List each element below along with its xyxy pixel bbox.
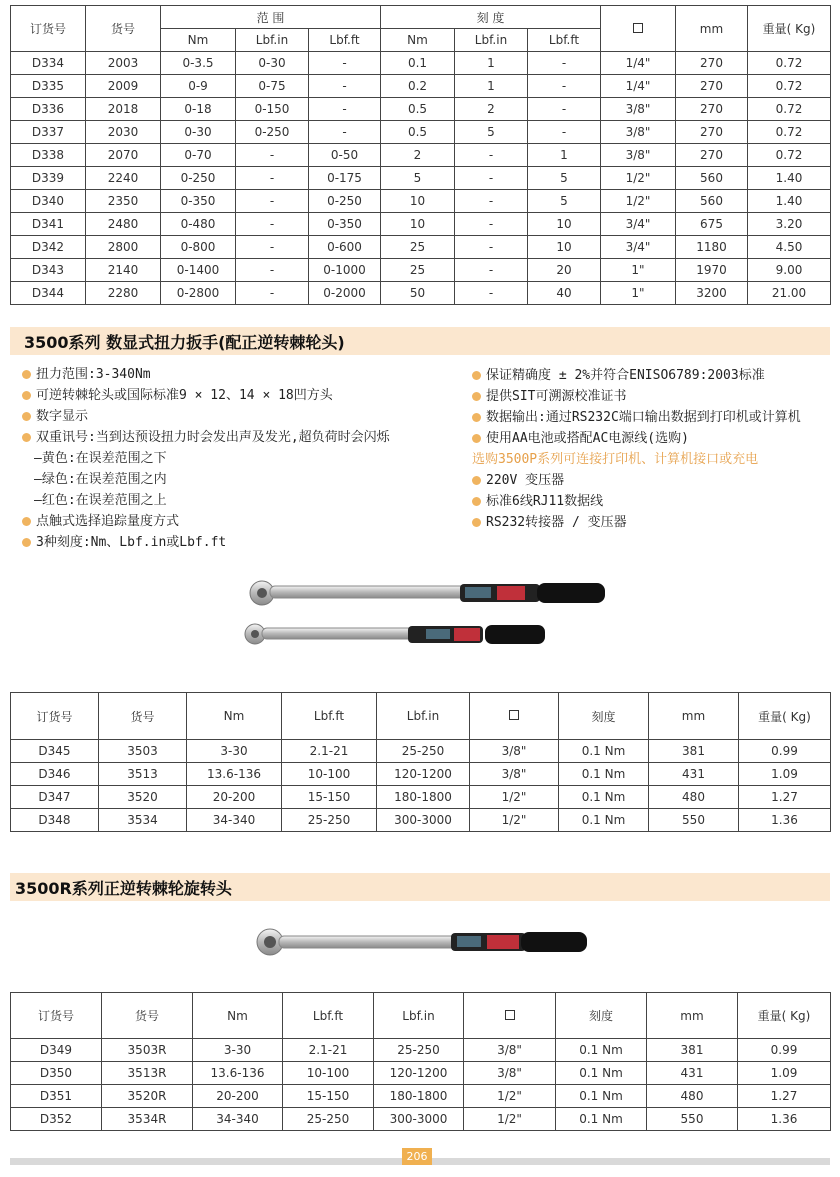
- table-cell: -: [236, 167, 309, 190]
- table-cell: -: [455, 213, 528, 236]
- column-header: Nm: [193, 993, 283, 1039]
- table-cell: 0-350: [161, 190, 236, 213]
- header-item-no: 货号: [86, 6, 161, 52]
- table-cell: -: [236, 259, 309, 282]
- subheader-cell: Lbf.in: [455, 29, 528, 52]
- table-cell: 1.40: [748, 167, 831, 190]
- table-cell: 0.72: [748, 98, 831, 121]
- table-cell: 3/8": [601, 121, 676, 144]
- table-cell: D338: [11, 144, 86, 167]
- table-cell: 4.50: [748, 236, 831, 259]
- table-cell: 2280: [86, 282, 161, 305]
- table-cell: 0-175: [309, 167, 381, 190]
- table-cell: 2240: [86, 167, 161, 190]
- table-cell: 10: [381, 213, 455, 236]
- table-cell: 0-30: [236, 52, 309, 75]
- table-cell: 0.72: [748, 52, 831, 75]
- table-cell: 3-30: [193, 1039, 283, 1062]
- table-cell: 3-30: [187, 740, 282, 763]
- table-cell: 0.99: [739, 740, 831, 763]
- table-cell: D342: [11, 236, 86, 259]
- table-cell: 3/4": [601, 236, 676, 259]
- table-row: [11, 75, 831, 98]
- column-header: Lbf.in: [374, 993, 464, 1039]
- table-cell: 0-18: [161, 98, 236, 121]
- table-cell: 0-150: [236, 98, 309, 121]
- table-cell: 1.27: [739, 786, 831, 809]
- table-cell: 1/2": [601, 167, 676, 190]
- table-cell: 270: [676, 75, 748, 98]
- table-cell: 5: [381, 167, 455, 190]
- table-cell: 3520: [99, 786, 187, 809]
- table-cell: 270: [676, 144, 748, 167]
- table-cell: 0.1 Nm: [559, 763, 649, 786]
- table-cell: 3513: [99, 763, 187, 786]
- table-cell: 0.2: [381, 75, 455, 98]
- table-cell: -: [455, 282, 528, 305]
- table-cell: 480: [647, 1085, 738, 1108]
- table-cell: 0.1 Nm: [559, 809, 649, 832]
- table-cell: 0.1: [381, 52, 455, 75]
- table-cell: 2140: [86, 259, 161, 282]
- table-row: [11, 259, 831, 282]
- torque-wrench-spec-table: [10, 5, 831, 305]
- bullet-item: 220V 变压器: [472, 470, 801, 491]
- table-cell: 34-340: [187, 809, 282, 832]
- table-cell: 0-9: [161, 75, 236, 98]
- table-cell: 2: [455, 98, 528, 121]
- table-row: [11, 190, 831, 213]
- table-cell: 1.40: [748, 190, 831, 213]
- table-cell: 180-1800: [377, 786, 470, 809]
- table-cell: 0.99: [738, 1039, 831, 1062]
- table-cell: 1/2": [601, 190, 676, 213]
- column-header: Lbf.ft: [283, 993, 374, 1039]
- table-row: [11, 809, 831, 832]
- section-title: 3500R系列正逆转棘轮旋转头: [15, 879, 232, 898]
- column-header: mm: [649, 693, 739, 740]
- table-cell: D343: [11, 259, 86, 282]
- table-cell: 1970: [676, 259, 748, 282]
- table-cell: -: [309, 52, 381, 75]
- table-cell: 0-350: [309, 213, 381, 236]
- table-cell: 2003: [86, 52, 161, 75]
- table-cell: 3200: [676, 282, 748, 305]
- table-cell: -: [236, 144, 309, 167]
- table-cell: 5: [455, 121, 528, 144]
- table-cell: 560: [676, 190, 748, 213]
- table-cell: 3/8": [470, 740, 559, 763]
- table-cell: -: [455, 190, 528, 213]
- table-cell: 13.6-136: [187, 763, 282, 786]
- bullet-item: 数字显示: [22, 406, 390, 427]
- table-cell: D336: [11, 98, 86, 121]
- header-mm: mm: [676, 6, 748, 52]
- table-cell: 2018: [86, 98, 161, 121]
- table-cell: 3/8": [601, 144, 676, 167]
- table-cell: 381: [649, 740, 739, 763]
- table-cell: D340: [11, 190, 86, 213]
- table-cell: 0-250: [309, 190, 381, 213]
- table-row: [11, 282, 831, 305]
- table-cell: 300-3000: [374, 1108, 464, 1131]
- table-cell: 20-200: [187, 786, 282, 809]
- ratchet-head-wrench-image: [253, 925, 593, 959]
- table-cell: 0-1000: [309, 259, 381, 282]
- table-cell: 25-250: [377, 740, 470, 763]
- table-row: [11, 236, 831, 259]
- table-cell: -: [528, 121, 601, 144]
- table-cell: 1.36: [738, 1108, 831, 1131]
- square-drive-icon: [633, 23, 643, 33]
- page-number: 206: [402, 1148, 432, 1165]
- table-cell: 5: [528, 190, 601, 213]
- table-cell: 2070: [86, 144, 161, 167]
- section-title: 3500系列 数显式扭力扳手(配正逆转棘轮头): [24, 333, 345, 352]
- table-cell: -: [236, 213, 309, 236]
- table-cell: 25-250: [374, 1039, 464, 1062]
- table-cell: 0-1400: [161, 259, 236, 282]
- table-cell: 3/8": [464, 1039, 556, 1062]
- table-cell: D346: [11, 763, 99, 786]
- table-cell: 270: [676, 121, 748, 144]
- table-cell: 270: [676, 98, 748, 121]
- table-row: [11, 1039, 831, 1062]
- table-cell: 0-480: [161, 213, 236, 236]
- table-cell: 1.09: [739, 763, 831, 786]
- table-row: [11, 167, 831, 190]
- table-cell: 9.00: [748, 259, 831, 282]
- table-cell: 40: [528, 282, 601, 305]
- 3500-series-spec-table: [10, 692, 831, 832]
- table-cell: 10: [528, 236, 601, 259]
- table-cell: 1/4": [601, 52, 676, 75]
- feature-list-right: [472, 365, 801, 533]
- table-cell: 300-3000: [377, 809, 470, 832]
- table-cell: -: [309, 75, 381, 98]
- column-header: Nm: [187, 693, 282, 740]
- column-header: mm: [647, 993, 738, 1039]
- table-cell: 25-250: [283, 1108, 374, 1131]
- table-cell: 120-1200: [374, 1062, 464, 1085]
- table-cell: 15-150: [282, 786, 377, 809]
- table-cell: 10-100: [282, 763, 377, 786]
- column-header: 重量( Kg): [738, 993, 831, 1039]
- table-row: [11, 98, 831, 121]
- table-cell: 1/2": [464, 1085, 556, 1108]
- table-cell: -: [236, 190, 309, 213]
- table-cell: 3/8": [464, 1062, 556, 1085]
- table-cell: D347: [11, 786, 99, 809]
- table-cell: 0-70: [161, 144, 236, 167]
- table-row: [11, 1085, 831, 1108]
- table-cell: 0-2800: [161, 282, 236, 305]
- optional-note: 选购3500P系列可连接打印机、计算机接口或充电: [472, 452, 759, 467]
- table-cell: 0-600: [309, 236, 381, 259]
- bullet-item: 双重讯号:当到达预设扭力时会发出声及发光,超负荷时会闪烁: [22, 427, 390, 448]
- table-cell: -: [236, 236, 309, 259]
- table-cell: 1: [528, 144, 601, 167]
- table-cell: D341: [11, 213, 86, 236]
- table-cell: 550: [647, 1108, 738, 1131]
- table-cell: D337: [11, 121, 86, 144]
- column-header: Lbf.ft: [282, 693, 377, 740]
- table-cell: D344: [11, 282, 86, 305]
- subheader-cell: Lbf.ft: [309, 29, 381, 52]
- table-cell: 1: [455, 75, 528, 98]
- table-cell: -: [455, 167, 528, 190]
- table-cell: 20-200: [193, 1085, 283, 1108]
- table-cell: 1: [455, 52, 528, 75]
- table-cell: 10: [381, 190, 455, 213]
- table-cell: -: [309, 98, 381, 121]
- table-cell: 25: [381, 259, 455, 282]
- table-cell: 3503R: [102, 1039, 193, 1062]
- table-cell: 0-800: [161, 236, 236, 259]
- table-cell: 3520R: [102, 1085, 193, 1108]
- table-cell: -: [528, 98, 601, 121]
- bullet-item: 提供SIT可溯源校准证书: [472, 386, 801, 407]
- table-cell: 50: [381, 282, 455, 305]
- header-square-drive: [601, 6, 676, 52]
- table-cell: 0-30: [161, 121, 236, 144]
- square-drive-icon: [509, 710, 519, 720]
- table-cell: 0.1 Nm: [556, 1062, 647, 1085]
- sub-item: —红色:在误差范围之上: [34, 493, 167, 508]
- table-cell: 2350: [86, 190, 161, 213]
- column-header: 刻度: [556, 993, 647, 1039]
- table-cell: 0-250: [236, 121, 309, 144]
- table-cell: 1/2": [470, 809, 559, 832]
- table-cell: -: [236, 282, 309, 305]
- table-cell: 120-1200: [377, 763, 470, 786]
- table-cell: 675: [676, 213, 748, 236]
- table-cell: D345: [11, 740, 99, 763]
- table-cell: 0.1 Nm: [556, 1108, 647, 1131]
- table-cell: 1/4": [601, 75, 676, 98]
- table-cell: 3534: [99, 809, 187, 832]
- column-header: [464, 993, 556, 1039]
- table-cell: 381: [647, 1039, 738, 1062]
- table-cell: 0.72: [748, 75, 831, 98]
- table-cell: 0-250: [161, 167, 236, 190]
- table-cell: 1.27: [738, 1085, 831, 1108]
- bullet-item: 扭力范围:3-340Nm: [22, 364, 390, 385]
- table-row: [11, 213, 831, 236]
- subheader-cell: Nm: [381, 29, 455, 52]
- table-row: [11, 52, 831, 75]
- table-cell: -: [309, 121, 381, 144]
- table-cell: 0-3.5: [161, 52, 236, 75]
- table-cell: 15-150: [283, 1085, 374, 1108]
- table-cell: 0.1 Nm: [559, 740, 649, 763]
- square-drive-icon: [505, 1010, 515, 1020]
- bullet-item: 可逆转棘轮头或国际标准9 × 12、14 × 18凹方头: [22, 385, 390, 406]
- table-row: [11, 144, 831, 167]
- table-cell: 10: [528, 213, 601, 236]
- bullet-item: 使用AA电池或搭配AC电源线(选购): [472, 428, 801, 449]
- table-cell: 20: [528, 259, 601, 282]
- table-cell: 0-50: [309, 144, 381, 167]
- table-cell: 2800: [86, 236, 161, 259]
- table-cell: 431: [647, 1062, 738, 1085]
- table-cell: 1.09: [738, 1062, 831, 1085]
- table-row: [11, 763, 831, 786]
- subheader-cell: Lbf.in: [236, 29, 309, 52]
- table-cell: 3/8": [470, 763, 559, 786]
- table-cell: 1": [601, 259, 676, 282]
- table-cell: 0.1 Nm: [559, 786, 649, 809]
- table-cell: D335: [11, 75, 86, 98]
- table-cell: -: [528, 75, 601, 98]
- digital-torque-wrench-small-image: [240, 621, 550, 649]
- table-cell: -: [455, 259, 528, 282]
- column-header: [470, 693, 559, 740]
- 3500r-series-spec-table: [10, 992, 831, 1131]
- table-cell: 1180: [676, 236, 748, 259]
- table-cell: 3.20: [748, 213, 831, 236]
- header-order-no: 订货号: [11, 6, 86, 52]
- table-cell: D352: [11, 1108, 102, 1131]
- table-cell: D350: [11, 1062, 102, 1085]
- table-cell: 13.6-136: [193, 1062, 283, 1085]
- table-cell: 2030: [86, 121, 161, 144]
- table-row: [11, 740, 831, 763]
- feature-list-left: [22, 364, 390, 553]
- table-row: [11, 121, 831, 144]
- digital-torque-wrench-large-image: [245, 576, 610, 610]
- section-header-3500: [10, 327, 830, 355]
- table-cell: 5: [528, 167, 601, 190]
- column-header: 刻度: [559, 693, 649, 740]
- table-cell: 3/4": [601, 213, 676, 236]
- subheader-cell: Lbf.ft: [528, 29, 601, 52]
- table-cell: 0.5: [381, 121, 455, 144]
- table-cell: 180-1800: [374, 1085, 464, 1108]
- table-row: [11, 1062, 831, 1085]
- table-cell: 0-75: [236, 75, 309, 98]
- header-range: 范 围: [161, 6, 381, 29]
- table-cell: 1.36: [739, 809, 831, 832]
- column-header: 订货号: [11, 693, 99, 740]
- column-header: 货号: [102, 993, 193, 1039]
- column-header: 货号: [99, 693, 187, 740]
- table-cell: 3503: [99, 740, 187, 763]
- column-header: 重量( Kg): [739, 693, 831, 740]
- table-cell: 0.1 Nm: [556, 1039, 647, 1062]
- table-cell: 2009: [86, 75, 161, 98]
- table-cell: 480: [649, 786, 739, 809]
- table-cell: 3/8": [601, 98, 676, 121]
- table-row: [11, 786, 831, 809]
- table-cell: 270: [676, 52, 748, 75]
- table-cell: 25-250: [282, 809, 377, 832]
- subheader-cell: Nm: [161, 29, 236, 52]
- bullet-item: 标准6线RJ11数据线: [472, 491, 801, 512]
- table-cell: 10-100: [283, 1062, 374, 1085]
- table-cell: 2: [381, 144, 455, 167]
- table-cell: -: [455, 236, 528, 259]
- table-cell: 1/2": [464, 1108, 556, 1131]
- table-cell: -: [455, 144, 528, 167]
- section-header-3500r: [10, 873, 830, 901]
- sub-item: —绿色:在误差范围之内: [34, 472, 167, 487]
- table-cell: 0-2000: [309, 282, 381, 305]
- bullet-item: 保证精确度 ± 2%并符合ENISO6789:2003标准: [472, 365, 801, 386]
- table-cell: 2.1-21: [283, 1039, 374, 1062]
- table-cell: D334: [11, 52, 86, 75]
- table-cell: 21.00: [748, 282, 831, 305]
- column-header: 订货号: [11, 993, 102, 1039]
- table-row: [11, 1108, 831, 1131]
- header-scale: 刻 度: [381, 6, 601, 29]
- table-cell: D348: [11, 809, 99, 832]
- table-cell: 550: [649, 809, 739, 832]
- table-cell: 25: [381, 236, 455, 259]
- table-cell: D349: [11, 1039, 102, 1062]
- table-cell: 2.1-21: [282, 740, 377, 763]
- column-header: Lbf.in: [377, 693, 470, 740]
- table-cell: 1": [601, 282, 676, 305]
- bullet-item: RS232转接器 / 变压器: [472, 512, 801, 533]
- table-cell: D339: [11, 167, 86, 190]
- bullet-item: 数据输出:通过RS232C端口输出数据到打印机或计算机: [472, 407, 801, 428]
- table-cell: 0.1 Nm: [556, 1085, 647, 1108]
- table-cell: 1/2": [470, 786, 559, 809]
- header-weight: 重量( Kg): [748, 6, 831, 52]
- table-cell: 3513R: [102, 1062, 193, 1085]
- table-cell: 34-340: [193, 1108, 283, 1131]
- bullet-item: 点触式选择追踪量度方式: [22, 511, 390, 532]
- table-cell: 560: [676, 167, 748, 190]
- table-cell: 0.72: [748, 121, 831, 144]
- table-cell: D351: [11, 1085, 102, 1108]
- table-cell: 0.72: [748, 144, 831, 167]
- bullet-item: 3种刻度:Nm、Lbf.in或Lbf.ft: [22, 532, 390, 553]
- sub-item: —黄色:在误差范围之下: [34, 451, 167, 466]
- table-cell: 431: [649, 763, 739, 786]
- table-cell: -: [528, 52, 601, 75]
- table-cell: 3534R: [102, 1108, 193, 1131]
- table-cell: 2480: [86, 213, 161, 236]
- table-cell: 0.5: [381, 98, 455, 121]
